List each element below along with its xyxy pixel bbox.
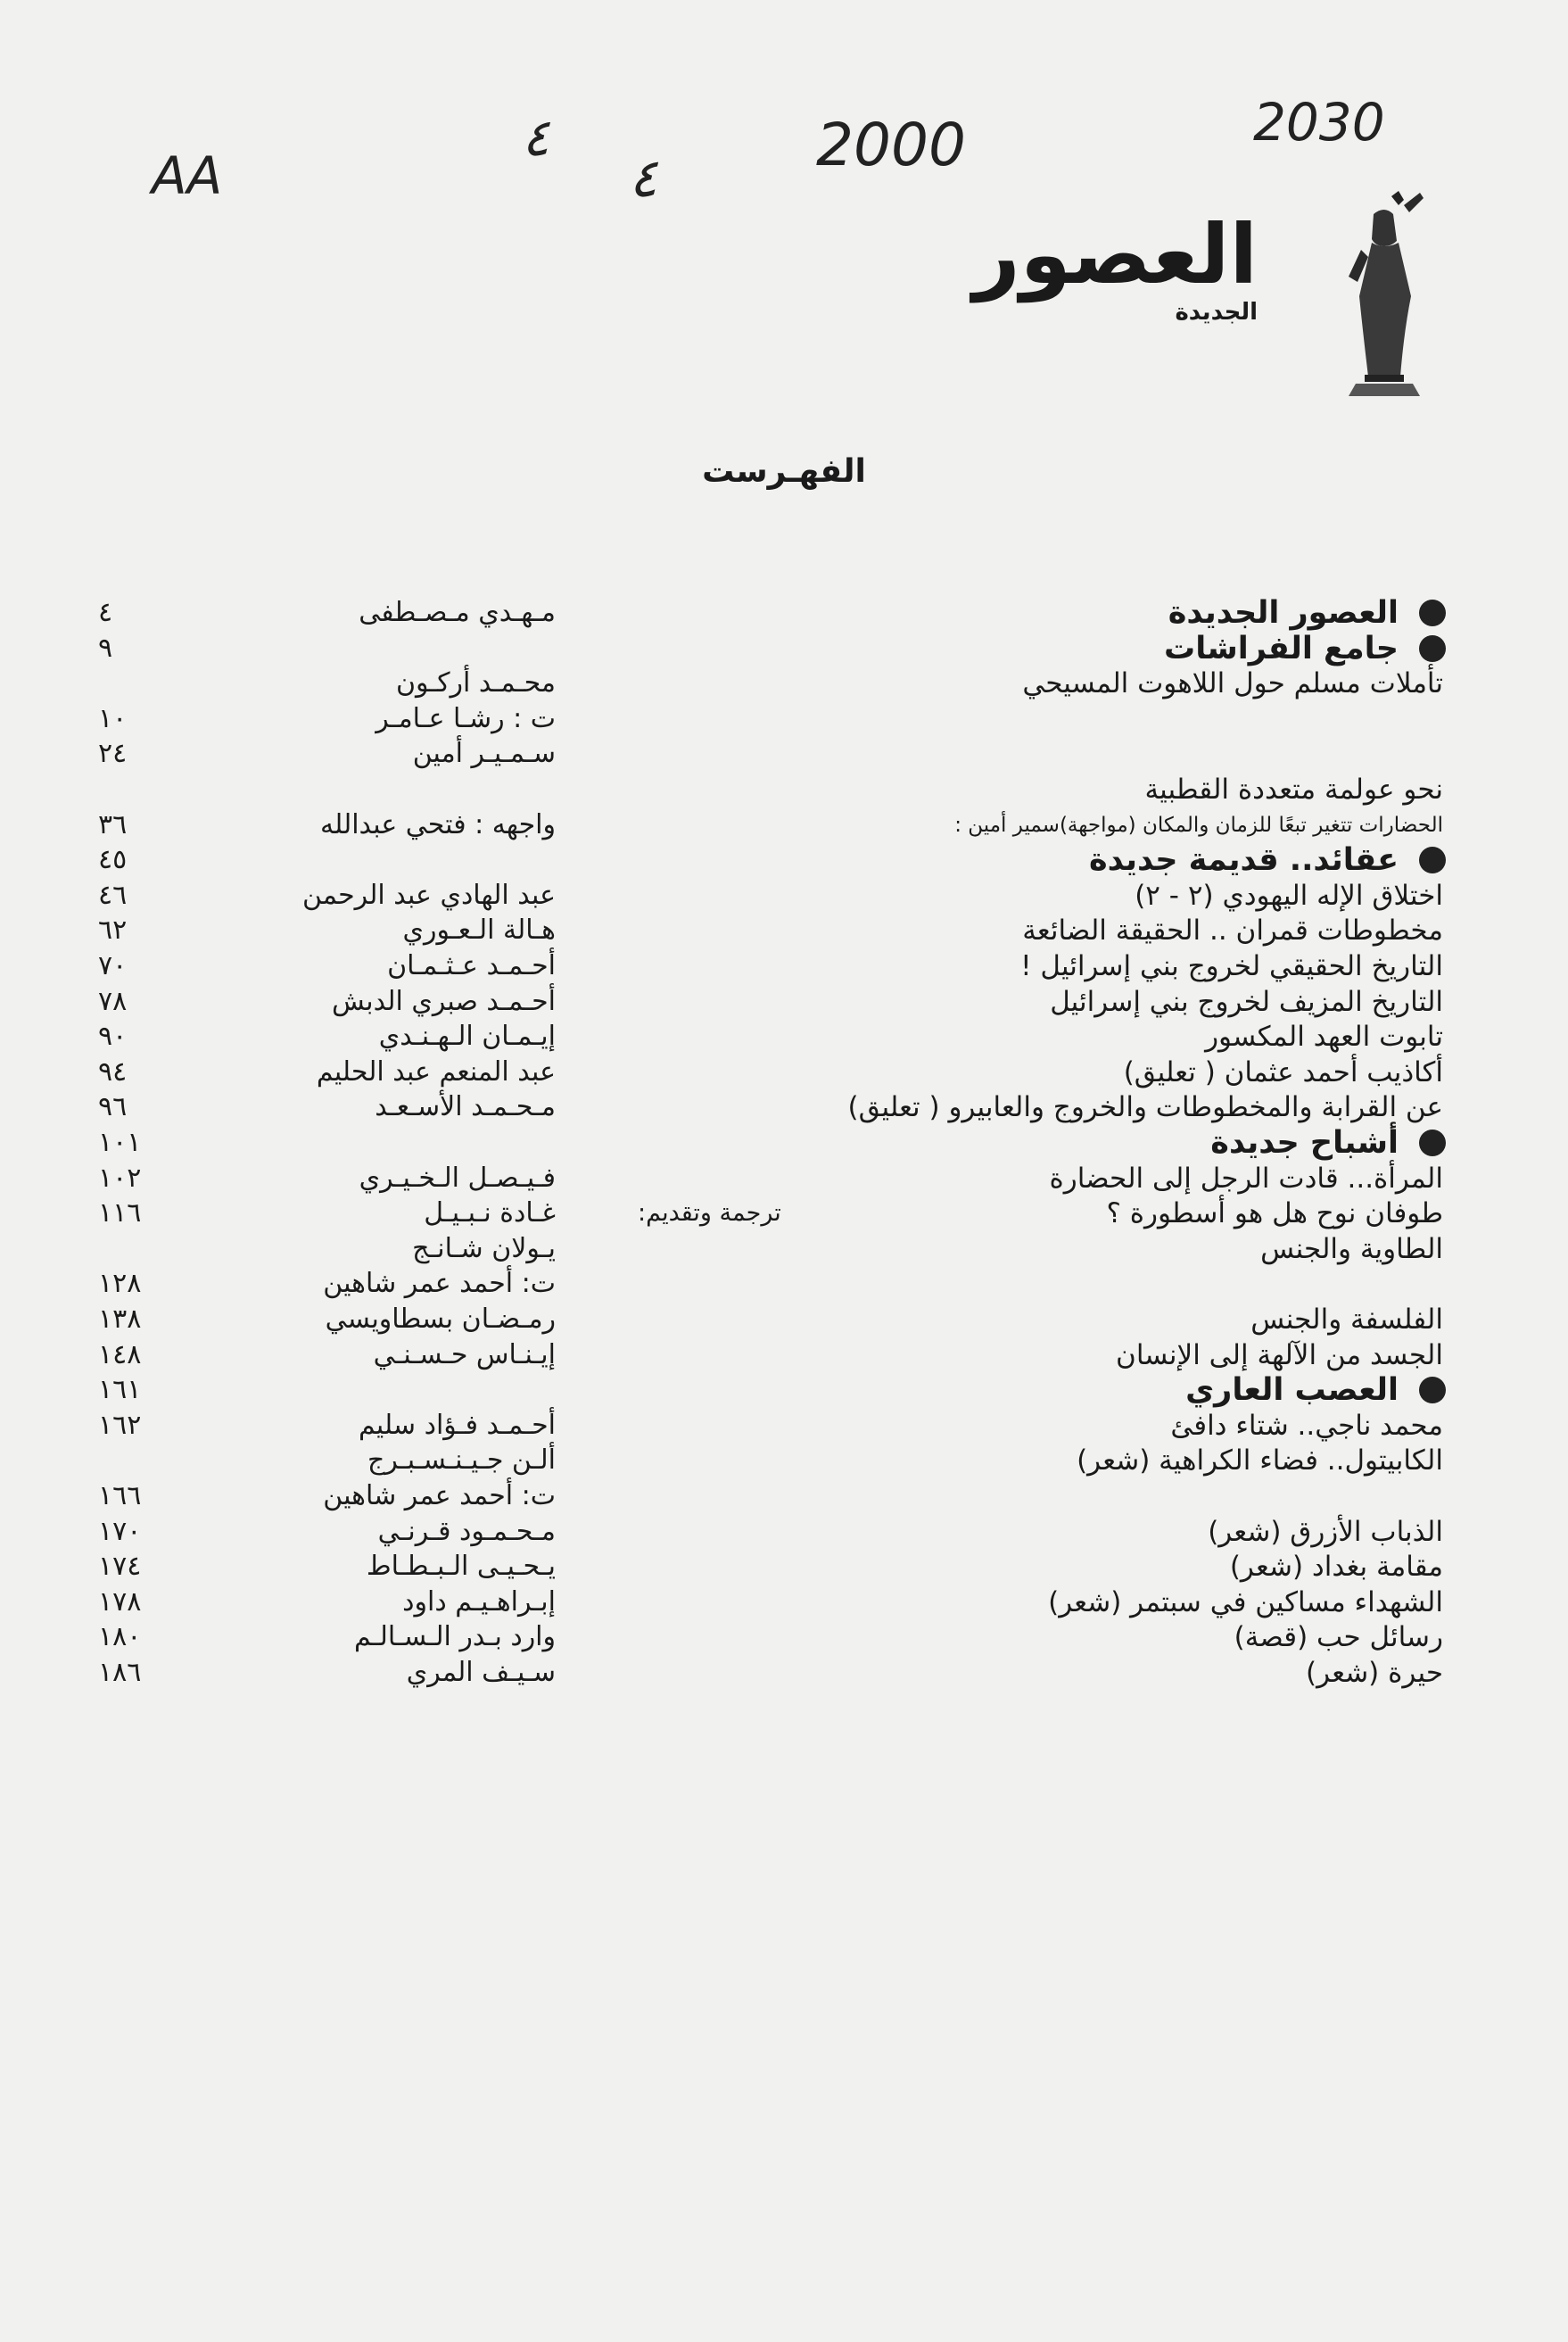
page-number: ٤٥ [98,844,128,875]
author-name: يـولان شـانـج [412,1233,556,1264]
article-title: التاريخ المزيف لخروج بني إسرائيل [1050,986,1443,1018]
author-name: فـيـصـل الـخـيـري [359,1163,556,1194]
handwritten-note: ٤ [522,107,550,168]
author-name: أحـمـد صبري الدبش [331,986,556,1017]
page-number: ٩٦ [98,1091,128,1122]
toc-entry-row [0,1651,1568,1694]
page-number: ١٤٨ [98,1339,142,1370]
translation-note: ترجمة وتقديم: [638,1199,781,1227]
page-number: ١٣٨ [98,1303,142,1335]
logo-name: العصور [972,207,1258,302]
article-title: تأملات مسلم حول اللاهوت المسيحي [1022,667,1443,699]
statue-figure-icon [1329,187,1436,401]
page-number: ١٠ [98,703,128,734]
article-title: محمد ناجي.. شتاء دافئ [1170,1410,1443,1442]
article-title: تابوت العهد المكسور [1205,1021,1443,1053]
author-name: ت : رشـا عـامـر [375,703,556,734]
author-name: عبد المنعم عبد الحليم [316,1056,556,1088]
page-number: ٧٨ [98,986,128,1017]
author-name: رمـضـان بسطاويسي [325,1303,556,1335]
article-title: الجسد من الآلهة إلى الإنسان [1116,1339,1443,1371]
article-title: الحضارات تتغير تبعًا للزمان والمكان (مواجهة)سمير أمين : [954,814,1443,837]
article-title: أكاذيب أحمد عثمان ( تعليق) [1123,1056,1443,1088]
author-name: ألـن جـيـنـسـبـرج [367,1444,556,1476]
author-name: واجهه : فتحي عبدالله [320,809,556,840]
toc-heading: الفهـرست [702,453,866,490]
section-title: أشباح جديدة [1210,1125,1399,1161]
page-number: ١٧٨ [98,1586,142,1618]
bullet-icon [1419,600,1446,626]
author-name: هـالة الـعـوري [402,914,556,946]
article-title: الشهداء مساكين في سبتمر (شعر) [1048,1586,1443,1618]
article-title: حيرة (شعر) [1306,1657,1443,1689]
author-name: سـمـيـر أمين [412,738,556,769]
author-name: مـحـمـود قـرنـي [377,1516,556,1547]
author-name: يـحـيـى الـبـطـاط [366,1551,556,1582]
page-number: ١٨٦ [98,1657,142,1688]
author-name: مـحـمـد الأسـعـد [375,1091,556,1122]
page-number: ٢٤ [98,738,128,769]
logo-subtitle: الجديدة [1175,299,1258,326]
bullet-icon [1419,1377,1446,1403]
handwritten-note: ٤ [629,147,658,210]
page-number: ٣٦ [98,809,128,840]
article-title: طوفان نوح هل هو أسطورة ؟ [1106,1197,1443,1229]
article-title: اختلاق الإله اليهودي (٢ - ٢) [1135,880,1443,912]
handwritten-note: AA [152,145,223,206]
author-name: أحـمـد عـثـمـان [387,950,556,981]
page-number: ٤٦ [98,880,128,911]
bullet-icon [1419,1130,1446,1156]
section-title: عقائد.. قديمة جديدة [1089,842,1399,878]
author-name: محـمـد أركـون [395,667,556,699]
author-name: سـيـف المري [406,1657,556,1688]
magazine-logo [972,187,1436,401]
section-title: العصور الجديدة [1168,595,1399,631]
article-title: نحو عولمة متعددة القطبية [1144,774,1443,806]
page-number: ٩ [98,633,113,664]
page-number: ١٢٨ [98,1268,142,1299]
article-title: المرأة... قادت الرجل إلى الحضارة [1049,1163,1443,1195]
page-number: ١٨٠ [98,1621,142,1652]
page-number: ١٦١ [98,1374,142,1405]
author-name: إيـنـاس حـسـنـي [373,1339,556,1370]
article-title: الكابيتول.. فضاء الكراهية (شعر) [1077,1444,1443,1477]
page-number: ١٧٠ [98,1516,142,1547]
article-title: التاريخ الحقيقي لخروج بني إسرائيل ! [1020,950,1443,982]
page-number: ١٦٦ [98,1480,142,1511]
page-number: ٧٠ [98,950,128,981]
page-number: ٩٠ [98,1021,128,1052]
handwritten-note: 2030 [1253,92,1385,153]
article-title: الذباب الأزرق (شعر) [1208,1516,1443,1548]
author-name: ت: أحمد عمر شاهين [323,1480,556,1511]
article-title: عن القرابة والمخطوطات والخروج والعابيرو ( تعليق) [847,1091,1443,1123]
page-number: ١٠٢ [98,1163,142,1194]
page-number: ٦٢ [98,914,128,946]
article-title: مخطوطات قمران .. الحقيقة الضائعة [1022,914,1443,947]
author-name: غـادة نـبـيـل [424,1197,556,1229]
article-title: مقامة بغداد (شعر) [1229,1551,1443,1583]
page-number: ١٧٤ [98,1551,142,1582]
page-number: ١٦٢ [98,1410,142,1441]
author-name: ت: أحمد عمر شاهين [323,1268,556,1299]
section-title: العصب العاري [1185,1372,1399,1408]
article-title: رسائل حب (قصة) [1234,1621,1443,1653]
author-name: مـهـدي مـصـطفى [359,597,556,628]
author-name: أحـمـد فـؤاد سليم [358,1410,556,1441]
author-name: إيـمـان الـهـنـدي [378,1021,556,1052]
page-number: ١٠١ [98,1127,142,1158]
author-name: وارد بـدر الـسـالـم [354,1621,556,1652]
handwritten-note: 2000 [816,111,966,179]
page-number: ٤ [98,597,113,628]
page-number: ٩٤ [98,1056,128,1088]
article-title: الفلسفة والجنس [1250,1303,1443,1336]
page-number: ١١٦ [98,1197,142,1229]
bullet-icon [1419,635,1446,662]
author-name: عبد الهادي عبد الرحمن [301,880,556,911]
section-title: جامع الفراشات [1164,631,1399,666]
author-name: إبـراهـيـم داود [402,1586,556,1618]
article-title: الطاوية والجنس [1260,1233,1443,1265]
bullet-icon [1419,847,1446,873]
